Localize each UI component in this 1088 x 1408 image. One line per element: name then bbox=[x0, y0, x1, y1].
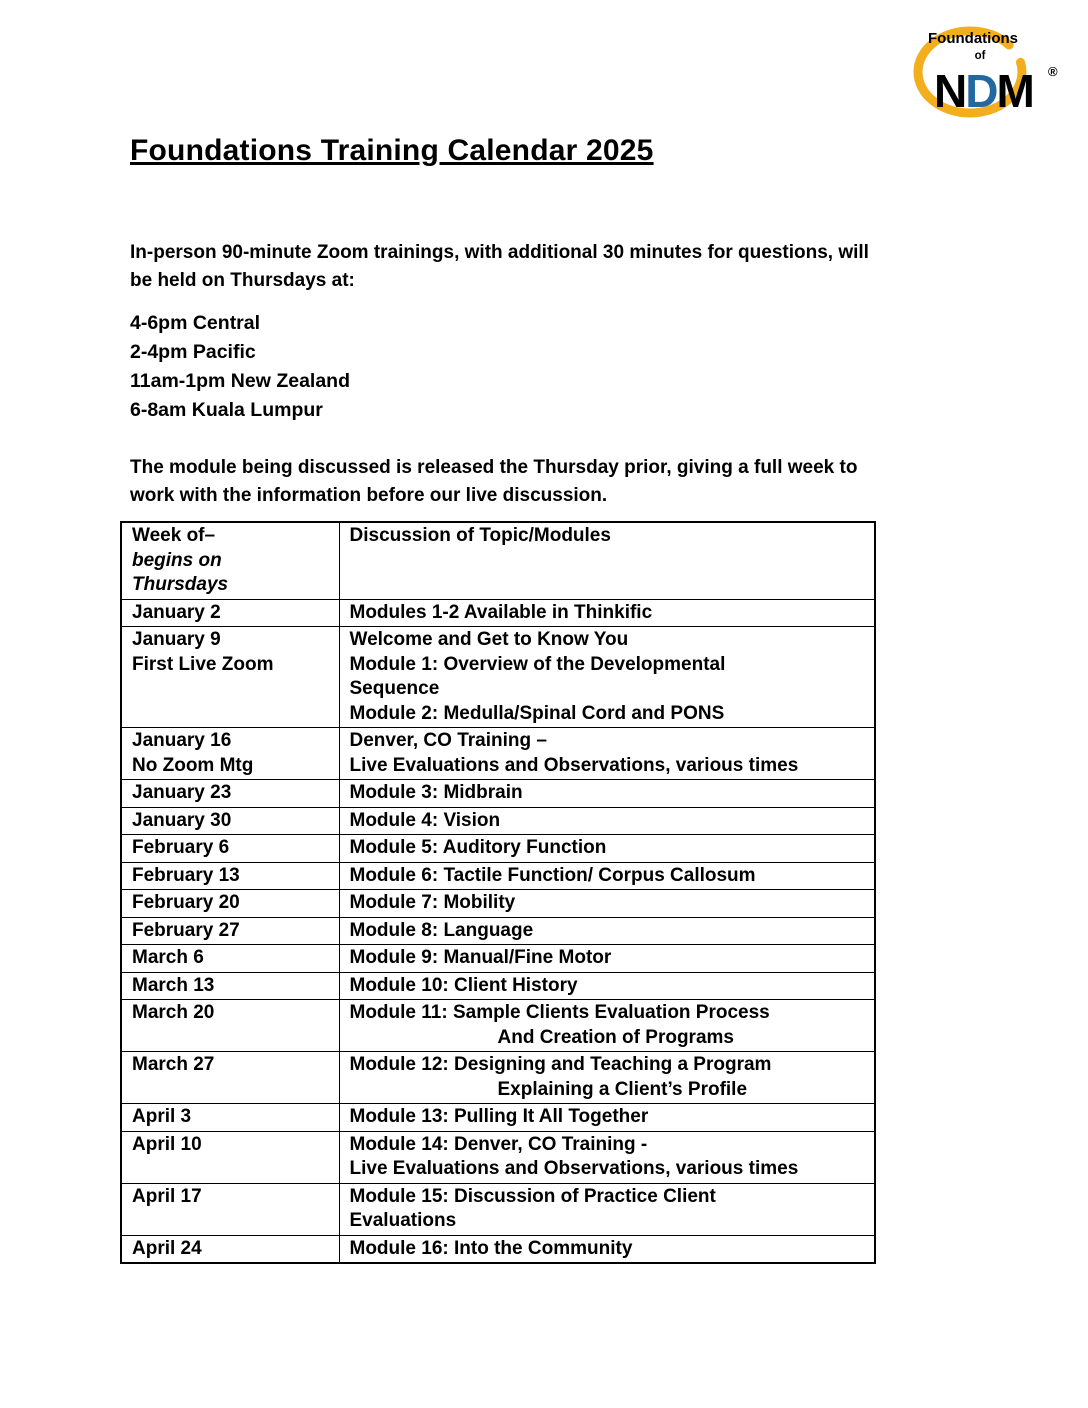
topic-cell bbox=[339, 1000, 875, 1052]
topic-line: Live Evaluations and Observations, various times bbox=[349, 754, 799, 776]
topic-line: Module 2: Medulla/Spinal Cord and PONS bbox=[349, 702, 725, 724]
topic-cell bbox=[339, 1183, 875, 1235]
times-list bbox=[130, 309, 980, 425]
week-line: February 6 bbox=[132, 837, 230, 858]
page-title: Foundations Training Calendar 2025 bbox=[130, 134, 654, 167]
note-line-1: The module being discussed is released the Thursday prior, giving a full week to bbox=[130, 457, 858, 478]
topic-line: Sequence bbox=[349, 678, 440, 699]
table-row bbox=[121, 890, 875, 918]
table-header-row bbox=[121, 522, 875, 599]
week-cell bbox=[121, 945, 339, 973]
topic-line: Module 7: Mobility bbox=[349, 892, 516, 913]
week-cell bbox=[121, 1235, 339, 1263]
table-header-topic: Discussion of Topic/Modules bbox=[339, 522, 875, 599]
intro-paragraph bbox=[130, 239, 980, 295]
intro-line-1: In-person 90-minute Zoom trainings, with additional 30 minutes for questions, will bbox=[130, 242, 869, 263]
topic-line: Module 5: Auditory Function bbox=[349, 837, 607, 858]
topic-line: Module 14: Denver, CO Training - bbox=[349, 1133, 648, 1155]
week-line: February 13 bbox=[132, 864, 240, 886]
week-cell bbox=[121, 862, 339, 890]
week-cell bbox=[121, 890, 339, 918]
week-cell bbox=[121, 599, 339, 627]
week-line: February 27 bbox=[132, 919, 240, 941]
table-row bbox=[121, 728, 875, 780]
table-row bbox=[121, 1000, 875, 1052]
table-row bbox=[121, 917, 875, 945]
topic-line: Module 8: Language bbox=[349, 919, 534, 941]
topic-cell bbox=[339, 599, 875, 627]
topic-cell bbox=[339, 835, 875, 863]
topic-line: Module 4: Vision bbox=[349, 809, 501, 831]
week-cell bbox=[121, 1183, 339, 1235]
topic-line: Denver, CO Training – bbox=[349, 730, 547, 751]
table-row bbox=[121, 1235, 875, 1263]
week-cell bbox=[121, 627, 339, 728]
topic-cell bbox=[339, 862, 875, 890]
week-line: January 16 bbox=[132, 730, 232, 751]
time-item-new-zealand: 11am-1pm New Zealand bbox=[130, 370, 351, 392]
topic-line: Evaluations bbox=[349, 1210, 457, 1231]
document-body bbox=[130, 0, 980, 510]
header-week-line-3: Thursdays bbox=[132, 574, 229, 595]
topic-cell bbox=[339, 945, 875, 973]
logo-foundations-text: Foundations bbox=[928, 30, 1018, 47]
week-line: January 9 bbox=[132, 629, 221, 650]
schedule-table bbox=[120, 521, 876, 1264]
schedule-table-body bbox=[121, 599, 875, 1263]
week-line: First Live Zoom bbox=[132, 653, 274, 675]
week-line: January 23 bbox=[132, 782, 232, 803]
header-week-line-1: Week of– bbox=[132, 525, 216, 546]
week-cell bbox=[121, 1131, 339, 1183]
table-row bbox=[121, 1131, 875, 1183]
week-line: March 20 bbox=[132, 1002, 215, 1023]
time-item-pacific: 2-4pm Pacific bbox=[130, 341, 256, 363]
topic-line: Module 13: Pulling It All Together bbox=[349, 1106, 649, 1127]
table-row bbox=[121, 1104, 875, 1132]
logo-of-text: of bbox=[974, 50, 986, 62]
table-row bbox=[121, 972, 875, 1000]
topic-line: Module 10: Client History bbox=[349, 974, 578, 996]
week-line: April 10 bbox=[132, 1133, 202, 1155]
table-row bbox=[121, 807, 875, 835]
topic-line: Module 12: Designing and Teaching a Program bbox=[349, 1054, 772, 1075]
logo-registered-mark: ® bbox=[1048, 64, 1058, 79]
week-line: No Zoom Mtg bbox=[132, 754, 254, 776]
table-row bbox=[121, 862, 875, 890]
topic-cell bbox=[339, 917, 875, 945]
topic-cell bbox=[339, 728, 875, 780]
table-row bbox=[121, 1183, 875, 1235]
topic-cell bbox=[339, 807, 875, 835]
week-line: March 27 bbox=[132, 1054, 215, 1075]
table-header-week bbox=[121, 522, 339, 599]
topic-cell bbox=[339, 1235, 875, 1263]
week-cell bbox=[121, 835, 339, 863]
logo-ndm-text: NDM bbox=[934, 65, 1033, 117]
week-line: March 13 bbox=[132, 974, 215, 996]
header-week-line-2: begins on bbox=[132, 549, 222, 571]
intro-line-2: be held on Thursdays at: bbox=[130, 270, 355, 291]
topic-cell bbox=[339, 890, 875, 918]
week-cell bbox=[121, 1104, 339, 1132]
table-row bbox=[121, 599, 875, 627]
week-line: February 20 bbox=[132, 892, 240, 913]
week-cell bbox=[121, 1000, 339, 1052]
week-line: April 17 bbox=[132, 1185, 202, 1207]
topic-line: Module 3: Midbrain bbox=[349, 782, 523, 803]
note-line-2: work with the information before our live discussion. bbox=[130, 485, 608, 506]
week-cell bbox=[121, 807, 339, 835]
topic-line: Module 11: Sample Clients Evaluation Process bbox=[349, 1002, 770, 1023]
topic-line: Module 1: Overview of the Developmental bbox=[349, 653, 726, 675]
table-row bbox=[121, 835, 875, 863]
topic-cell bbox=[339, 972, 875, 1000]
topic-line: Module 16: Into the Community bbox=[349, 1237, 633, 1259]
note-paragraph bbox=[130, 454, 980, 510]
week-cell bbox=[121, 972, 339, 1000]
week-cell bbox=[121, 780, 339, 808]
time-item-kuala-lumpur: 6-8am Kuala Lumpur bbox=[130, 399, 323, 421]
table-row bbox=[121, 627, 875, 728]
week-line: January 30 bbox=[132, 809, 232, 831]
week-line: April 24 bbox=[132, 1237, 202, 1259]
week-cell bbox=[121, 1052, 339, 1104]
table-row bbox=[121, 945, 875, 973]
topic-line: Module 9: Manual/Fine Motor bbox=[349, 947, 612, 968]
week-line: January 2 bbox=[132, 601, 221, 623]
topic-cell bbox=[339, 1052, 875, 1104]
week-line: April 3 bbox=[132, 1106, 192, 1127]
topic-line: Welcome and Get to Know You bbox=[349, 629, 629, 650]
topic-cell bbox=[339, 780, 875, 808]
topic-line: Explaining a Client’s Profile bbox=[497, 1078, 748, 1100]
time-item-central: 4-6pm Central bbox=[130, 312, 261, 334]
topic-cell bbox=[339, 627, 875, 728]
week-line: March 6 bbox=[132, 947, 204, 968]
table-row bbox=[121, 780, 875, 808]
table-row bbox=[121, 1052, 875, 1104]
week-cell bbox=[121, 728, 339, 780]
topic-line: And Creation of Programs bbox=[497, 1026, 734, 1048]
topic-cell bbox=[339, 1104, 875, 1132]
topic-cell bbox=[339, 1131, 875, 1183]
topic-line: Live Evaluations and Observations, various times bbox=[349, 1158, 799, 1179]
week-cell bbox=[121, 917, 339, 945]
topic-line: Module 6: Tactile Function/ Corpus Callosum bbox=[349, 864, 756, 886]
topic-line: Modules 1-2 Available in Thinkific bbox=[349, 601, 653, 623]
topic-line: Module 15: Discussion of Practice Client bbox=[349, 1185, 716, 1207]
